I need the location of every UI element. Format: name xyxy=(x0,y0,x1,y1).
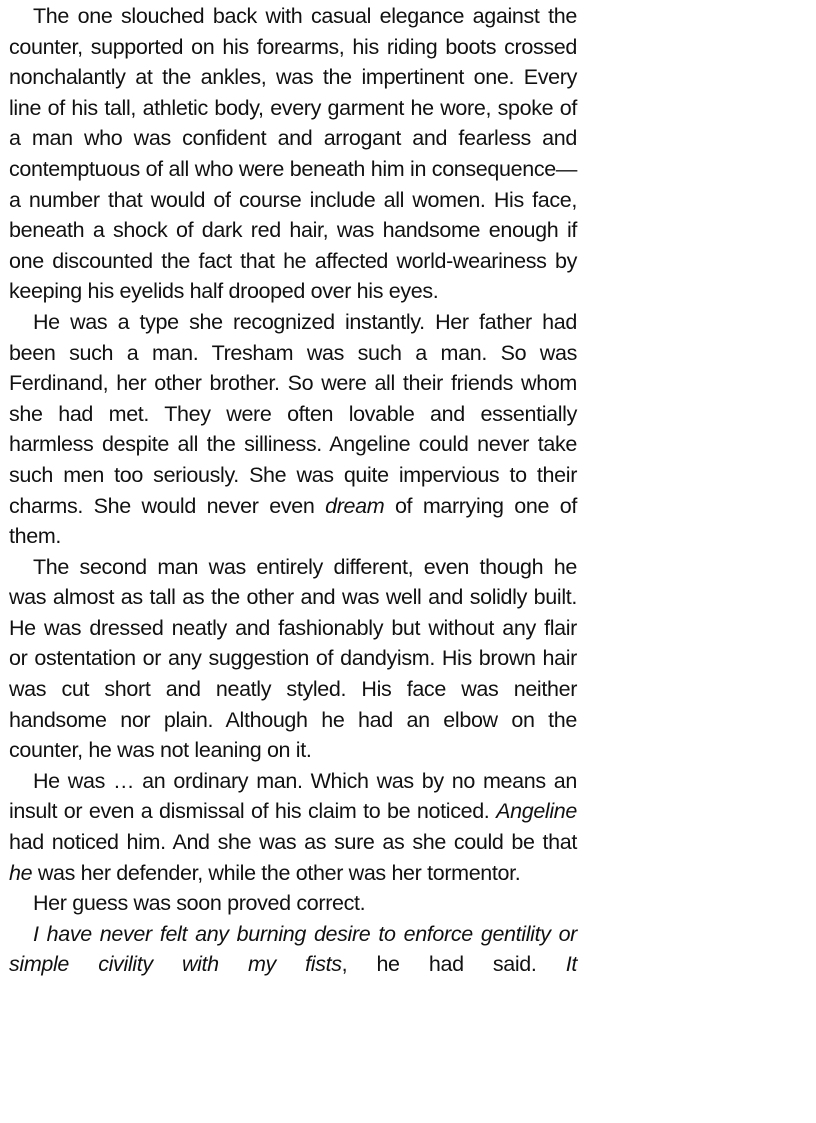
paragraph-5 xyxy=(9,888,577,919)
paragraph-4-text-b: had noticed him. And she was as sure as she could be that xyxy=(9,830,577,855)
paragraph-2-text-b: of marrying one of them. xyxy=(9,493,577,549)
paragraph-6-italic-b: It xyxy=(565,952,577,977)
paragraph-2 xyxy=(9,307,577,552)
paragraph-6 xyxy=(9,919,577,980)
book-page xyxy=(9,1,577,980)
paragraph-1 xyxy=(9,1,577,307)
paragraph-5-text: Her guess was soon proved correct. xyxy=(33,891,366,916)
paragraph-4 xyxy=(9,766,577,888)
paragraph-2-italic-dream: dream xyxy=(325,493,385,518)
paragraph-4-text-a: He was … an ordinary man. Which was by no means an insult or even a dismissal of his claim to be noticed. xyxy=(9,768,577,824)
paragraph-1-text: The one slouched back with casual elegance against the counter, supported on his forearms, his riding boots crossed nonchalantly at the ankles, was the impertinent one. Every line of his tall, athletic body, every garment he wore, spoke of a man who was confident and arrogant and fearless and contemptuous of all who were beneath him in consequence—a number that would of course include all women. His face, beneath a shock of dark red hair, was handsome enough if one discounted the fact that he affected world-weariness by keeping his eyelids half drooped over his eyes. xyxy=(9,4,577,304)
paragraph-4-text-c: was her defender, while the other was her tormentor. xyxy=(32,860,521,885)
paragraph-3-text: The second man was entirely different, even though he was almost as tall as the other and was well and solidly built. He was dressed neatly and fashionably but without any flair or ostentation or any suggestion of dandyism. His brown hair was cut short and neatly styled. His face was neither handsome nor plain. Although he had an elbow on the counter, he was not leaning on it. xyxy=(9,554,577,763)
paragraph-4-italic-he: he xyxy=(9,860,33,885)
paragraph-6-italic-a: I have never felt any burning desire to enforce gentility or simple civility with my fists xyxy=(9,921,577,977)
paragraph-6-text: , he had said. xyxy=(341,952,566,977)
paragraph-3 xyxy=(9,552,577,766)
paragraph-2-text-a: He was a type she recognized instantly. Her father had been such a man. Tresham was such a man. So was Ferdinand, her other brother. So were all their friends whom she had met. They were often lovable and essentially harmless despite all the silliness. Angeline could never take such men too seriously. She was quite impervious to their charms. She would never even xyxy=(9,309,577,518)
paragraph-4-italic-angeline: Angeline xyxy=(496,799,577,824)
